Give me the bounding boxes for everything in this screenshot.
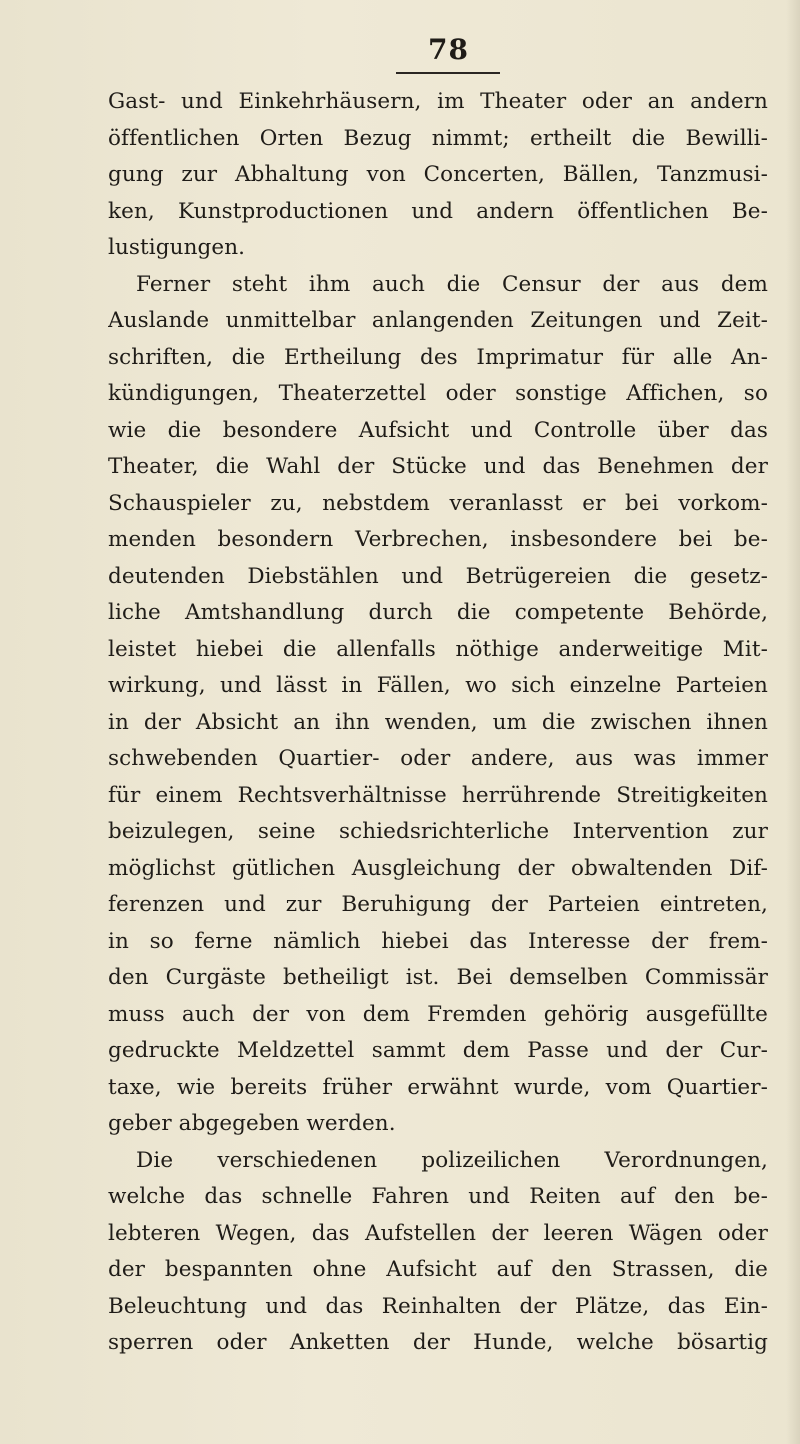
- text-line: für einem Rechtsverhältnisse herrührende Streitigkeiten: [108, 782, 768, 808]
- text-line: lebteren Wegen, das Aufstellen der leeren Wägen oder: [108, 1220, 768, 1246]
- text-line: öffentlichen Orten Bezug nimmt; ertheilt die Bewilli-: [108, 125, 768, 151]
- text-line: wirkung, und lässt in Fällen, wo sich einzelne Parteien: [108, 673, 768, 698]
- text-line: Auslande unmittelbar anlangenden Zeitungen und Zeit-: [108, 308, 768, 333]
- text-line: den Curgäste betheiligt ist. Bei demselben Commissär: [108, 965, 768, 990]
- text-line: schriften, die Ertheilung des Imprimatur für alle An-: [108, 344, 768, 370]
- text-line: Beleuchtung und das Reinhalten der Plätze, das Ein-: [108, 1293, 768, 1319]
- text-line: in der Absicht an ihn wenden, um die zwischen ihnen: [108, 709, 768, 735]
- text-line: menden besondern Verbrechen, insbesondere bei be-: [108, 527, 768, 552]
- text-line: Gast- und Einkehrhäusern, im Theater oder an andern: [108, 89, 768, 114]
- text-line: wie die besondere Aufsicht und Controlle über das: [108, 417, 768, 443]
- text-line: Die verschiedenen polizeilichen Verordnungen,: [136, 1147, 768, 1173]
- text-line: Theater, die Wahl der Stücke und das Benehmen der: [108, 454, 768, 479]
- text-line: lustigungen.: [108, 235, 246, 260]
- text-line: schwebenden Quartier- oder andere, aus was immer: [108, 746, 768, 771]
- text-line: geber abgegeben werden.: [108, 1111, 396, 1136]
- page-edge-shadow: [786, 0, 800, 1444]
- text-line: beizulegen, seine schiedsrichterliche Intervention zur: [108, 819, 768, 844]
- text-line: taxe, wie bereits früher erwähnt wurde, vom Quartier-: [108, 1074, 768, 1100]
- text-line: der bespannten ohne Aufsicht auf den Strassen, die: [108, 1257, 768, 1282]
- text-line: gedruckte Meldzettel sammt dem Passe und der Cur-: [108, 1038, 768, 1063]
- header-rule: [396, 72, 500, 74]
- text-line: deutenden Diebstählen und Betrügereien die gesetz-: [108, 563, 768, 589]
- text-line: liche Amtshandlung durch die competente Behörde,: [108, 600, 768, 625]
- body-text: [108, 84, 768, 1362]
- text-line: ken, Kunstproductionen und andern öffentlichen Be-: [108, 198, 768, 224]
- text-line: welche das schnelle Fahren und Reiten auf den be-: [108, 1184, 768, 1209]
- text-line: in so ferne nämlich hiebei das Interesse der frem-: [108, 928, 768, 954]
- text-line: Schauspieler zu, nebstdem veranlasst er bei vorkom-: [108, 490, 768, 516]
- text-line: leistet hiebei die allenfalls nöthige anderweitige Mit-: [108, 636, 768, 662]
- text-line: kündigungen, Theaterzettel oder sonstige Affichen, so: [108, 381, 768, 406]
- text-line: möglichst gütlichen Ausgleichung der obwaltenden Dif-: [108, 855, 768, 881]
- page-number: 78: [428, 33, 469, 66]
- text-line: muss auch der von dem Fremden gehörig ausgefüllte: [108, 1001, 768, 1027]
- text-line: gung zur Abhaltung von Concerten, Bällen, Tanzmusi-: [108, 162, 768, 187]
- text-line: sperren oder Anketten der Hunde, welche bösartig: [108, 1330, 768, 1355]
- text-line: ferenzen und zur Beruhigung der Parteien eintreten,: [108, 892, 768, 917]
- text-line: Ferner steht ihm auch die Censur der aus dem: [136, 271, 768, 297]
